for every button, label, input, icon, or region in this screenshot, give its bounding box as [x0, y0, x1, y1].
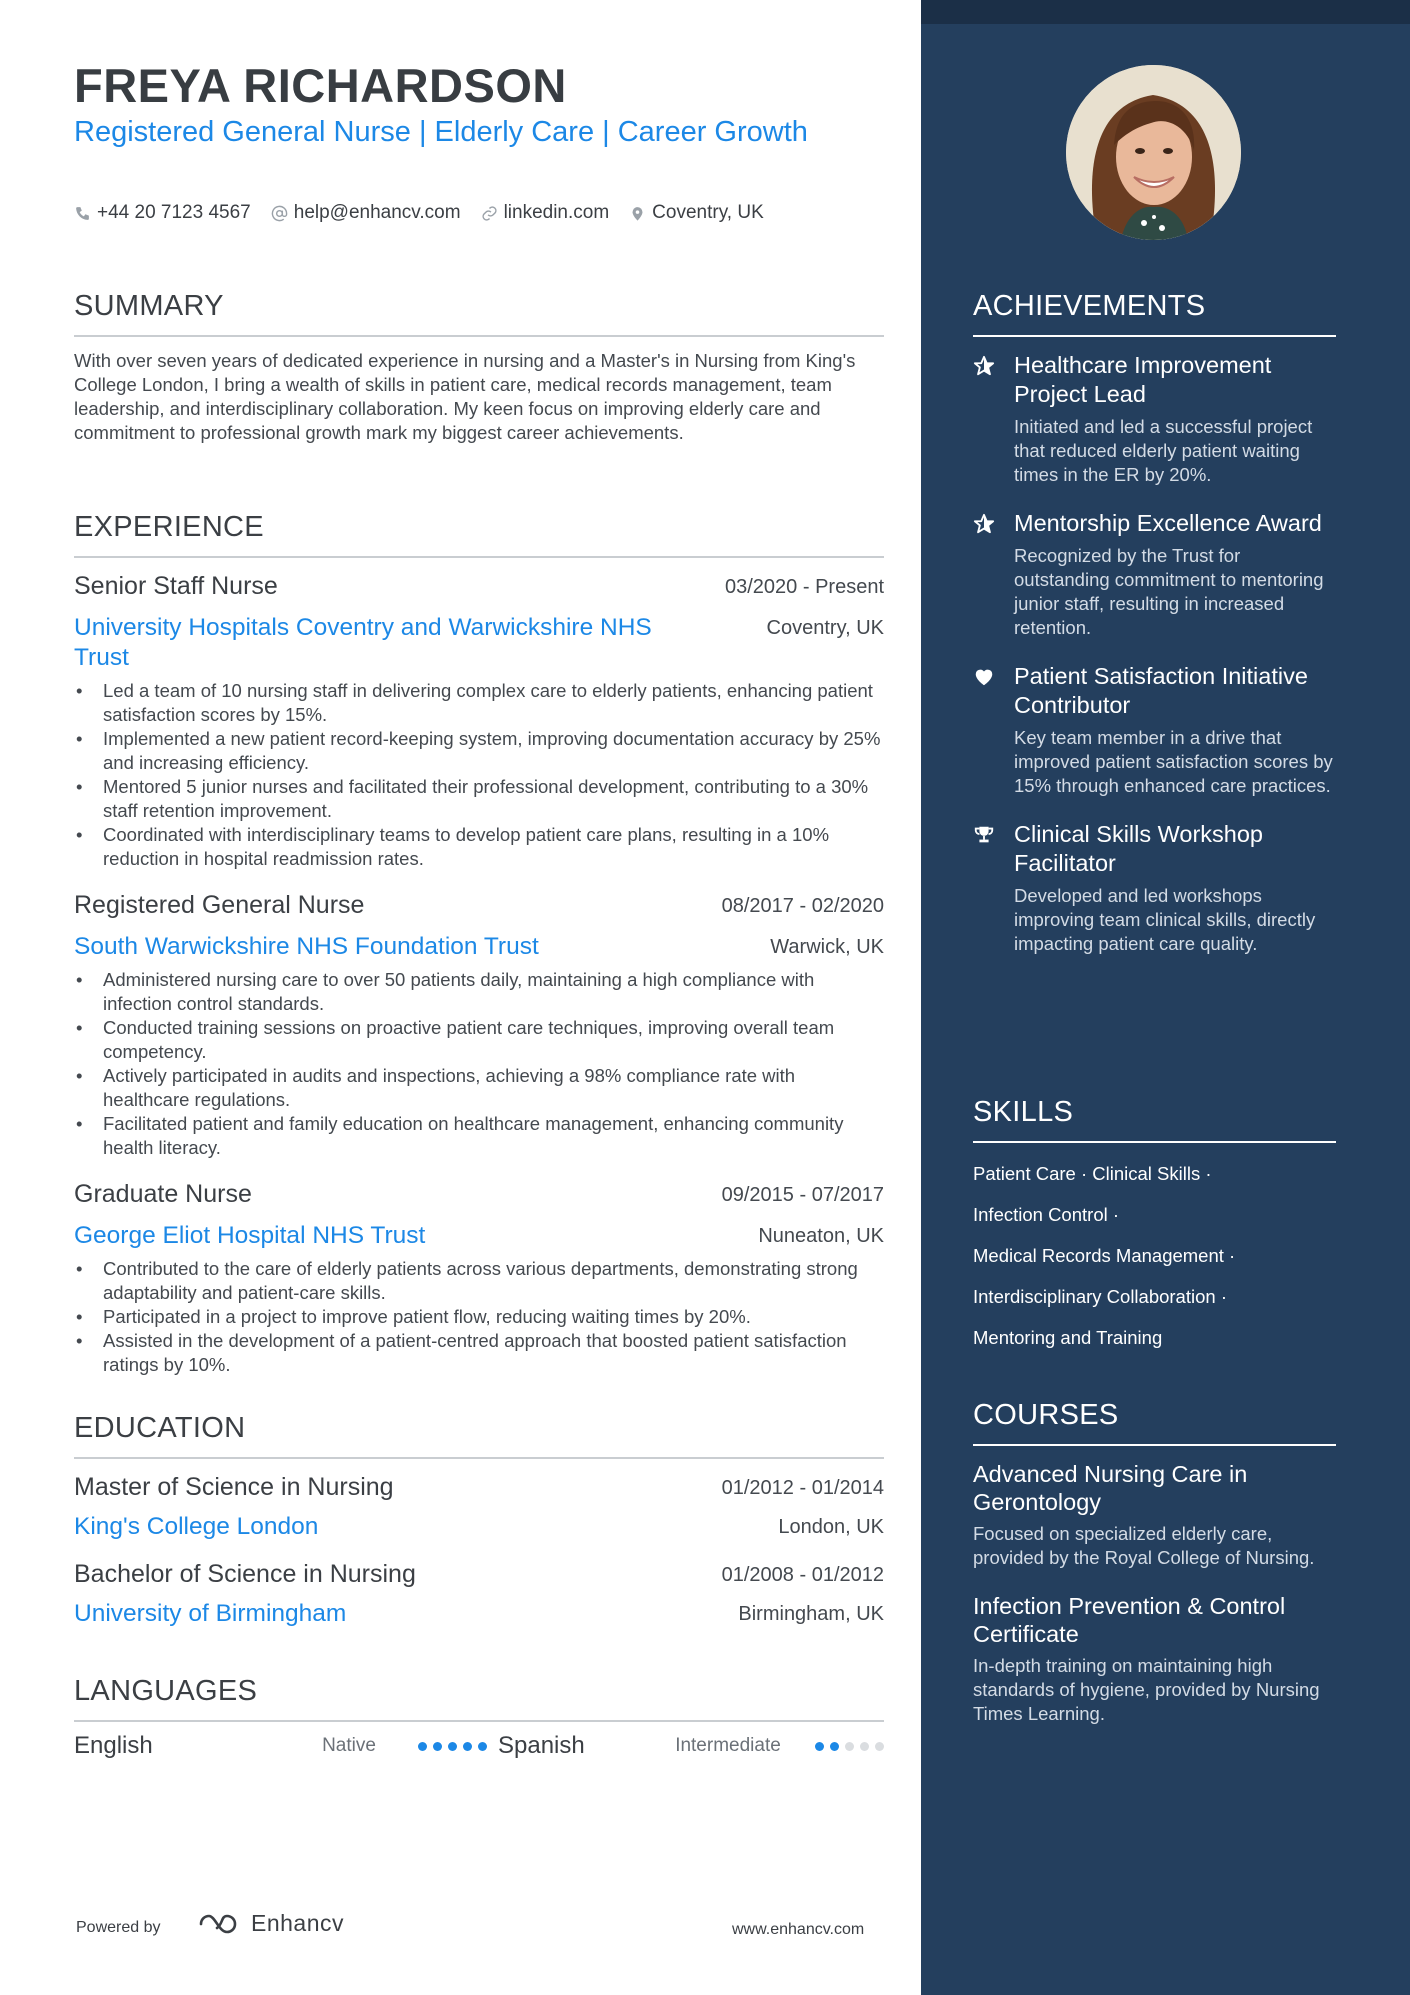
- languages-section: [74, 1675, 884, 1760]
- skill-line: Interdisciplinary Collaboration ·: [973, 1286, 1227, 1307]
- footer-logo[interactable]: [195, 1910, 344, 1937]
- rating-dot-empty: [875, 1742, 884, 1751]
- rating-dot-filled: [433, 1742, 442, 1751]
- job-bullet: • Administered nursing care to over 50 patients daily, maintaining a high compliance with infection control standards.: [74, 968, 884, 1016]
- job-bullets: [74, 968, 884, 1160]
- courses-section: [973, 1399, 1336, 1726]
- achievement-desc: Initiated and led a successful project that reduced elderly patient waiting times in the ER by 20%.: [1014, 416, 1313, 485]
- candidate-name: FREYA RICHARDSON: [74, 59, 567, 112]
- job-bullet: • Coordinated with interdisciplinary teams to develop patient care plans, resulting in a 10% reduction in hospital readmission rates.: [74, 823, 884, 871]
- course-desc: In-depth training on maintaining high standards of hygiene, provided by Nursing Times Learning.: [973, 1655, 1320, 1724]
- job-company: South Warwickshire NHS Foundation Trust: [74, 933, 539, 960]
- job-entry: [74, 572, 884, 871]
- star-icon: [973, 355, 995, 377]
- heart-icon: [973, 666, 995, 688]
- language-level: Intermediate: [675, 1735, 781, 1756]
- course-desc: Focused on specialized elderly care, provided by the Royal College of Nursing.: [973, 1523, 1315, 1568]
- job-bullets: [74, 1257, 884, 1377]
- location-icon: [629, 205, 646, 222]
- job-role: Registered General Nurse: [74, 891, 365, 919]
- job-entry: [74, 891, 884, 1160]
- job-location: Warwick, UK: [770, 936, 884, 958]
- courses-title: COURSES: [973, 1399, 1336, 1446]
- rating-dot-filled: [478, 1742, 487, 1751]
- rating-dot-empty: [860, 1742, 869, 1751]
- achievements-title: ACHIEVEMENTS: [973, 290, 1336, 337]
- achievement-title: Clinical Skills Workshop Facilitator: [1014, 821, 1263, 876]
- course-title: Infection Prevention & Control Certificate: [973, 1593, 1286, 1647]
- achievement-item: [973, 662, 1336, 798]
- language-item: [74, 1732, 498, 1760]
- job-bullet: • Led a team of 10 nursing staff in delivering complex care to elderly patients, enhancing patient satisfaction scores by 15%.: [74, 679, 884, 727]
- rating-dot-filled: [448, 1742, 457, 1751]
- experience-title: EXPERIENCE: [74, 511, 884, 558]
- at-icon: [271, 205, 288, 222]
- achievement-desc: Developed and led workshops improving team clinical skills, directly impacting patient care quality.: [1014, 885, 1316, 954]
- course-item: [973, 1460, 1336, 1570]
- education-school: University of Birmingham: [74, 1600, 347, 1627]
- contact-phone[interactable]: [74, 202, 251, 224]
- rating-dot-filled: [815, 1742, 824, 1751]
- skill-line: Infection Control ·: [973, 1204, 1120, 1225]
- education-degree: Bachelor of Science in Nursing: [74, 1560, 416, 1588]
- rating-dot-empty: [845, 1742, 854, 1751]
- education-dates: 01/2008 - 01/2012: [721, 1564, 884, 1586]
- link-icon: [481, 205, 498, 222]
- education-location: Birmingham, UK: [738, 1603, 884, 1625]
- avatar: [1066, 65, 1241, 240]
- education-entry: [74, 1473, 884, 1542]
- education-entry: [74, 1560, 884, 1629]
- summary-title: SUMMARY: [74, 290, 884, 337]
- achievement-title: Healthcare Improvement Project Lead: [1014, 352, 1272, 407]
- achievements-section: [973, 290, 1336, 956]
- summary-text: With over seven years of dedicated experience in nursing and a Master's in Nursing from King's College London, I bring a wealth of skills in patient care, medical records management, team leadership, and interdisciplinary collaboration. My keen focus on improving elderly care and commitment to professional growth mark my biggest career achievements.: [74, 350, 856, 443]
- language-rating: [815, 1742, 884, 1751]
- education-degree: Master of Science in Nursing: [74, 1473, 394, 1501]
- course-title: Advanced Nursing Care in Gerontology: [973, 1461, 1248, 1515]
- language-rating: [418, 1742, 487, 1751]
- contact-email[interactable]: [271, 202, 461, 224]
- education-location: London, UK: [778, 1516, 884, 1538]
- avatar-portrait-icon: [1066, 65, 1241, 240]
- job-role: Senior Staff Nurse: [74, 572, 278, 600]
- job-bullet: • Mentored 5 junior nurses and facilitated their professional development, contributing to a 30% staff retention improvement.: [74, 775, 884, 823]
- contact-location: [629, 202, 764, 224]
- skills-title: SKILLS: [973, 1096, 1336, 1143]
- achievement-item: [973, 351, 1336, 487]
- job-company: University Hospitals Coventry and Warwickshire NHS Trust: [74, 614, 652, 671]
- achievement-title: Patient Satisfaction Initiative Contributor: [1014, 663, 1308, 718]
- job-bullets: [74, 679, 884, 871]
- trophy-icon: [973, 824, 995, 846]
- phone-icon: [74, 205, 91, 222]
- language-item: [498, 1732, 884, 1760]
- skills-section: [973, 1096, 1336, 1358]
- skill-line: Mentoring and Training: [973, 1327, 1163, 1348]
- job-dates: 08/2017 - 02/2020: [721, 895, 884, 917]
- language-name: English: [74, 1732, 153, 1759]
- rating-dot-filled: [463, 1742, 472, 1751]
- job-location: Nuneaton, UK: [758, 1225, 884, 1247]
- job-role: Graduate Nurse: [74, 1180, 252, 1208]
- achievement-desc: Recognized by the Trust for outstanding commitment to mentoring junior staff, resulting in increased retention.: [1014, 545, 1324, 638]
- summary-section: [74, 290, 884, 445]
- rating-dot-filled: [418, 1742, 427, 1751]
- achievement-item: [973, 509, 1336, 640]
- contact-linkedin-text: linkedin.com: [503, 202, 610, 223]
- language-name: Spanish: [498, 1732, 585, 1759]
- education-school: King's College London: [74, 1513, 319, 1540]
- languages-title: LANGUAGES: [74, 1675, 884, 1722]
- footer-powered-by: Powered by: [76, 1919, 161, 1936]
- skills-list: [973, 1153, 1336, 1358]
- footer-brand: Enhancv: [251, 1910, 345, 1936]
- footer-url[interactable]: www.enhancv.com: [732, 1921, 865, 1938]
- enhancv-logo-icon: [195, 1911, 243, 1937]
- job-location: Coventry, UK: [766, 617, 884, 639]
- education-title: EDUCATION: [74, 1412, 884, 1459]
- job-bullet: • Contributed to the care of elderly patients across various departments, demonstrating strong adaptability and patient-care skills.: [74, 1257, 884, 1305]
- education-section: [74, 1412, 884, 1629]
- job-company: George Eliot Hospital NHS Trust: [74, 1222, 426, 1249]
- job-entry: [74, 1180, 884, 1377]
- achievement-title: Mentorship Excellence Award: [1014, 510, 1322, 536]
- contact-location-text: Coventry, UK: [652, 202, 764, 223]
- skill-line: Patient Care · Clinical Skills ·: [973, 1163, 1212, 1184]
- job-dates: 03/2020 - Present: [725, 576, 884, 598]
- skill-line: Medical Records Management ·: [973, 1245, 1236, 1266]
- job-bullet: • Participated in a project to improve patient flow, reducing waiting times by 20%.: [74, 1305, 884, 1329]
- job-bullet: • Facilitated patient and family education on healthcare management, enhancing community health literacy.: [74, 1112, 884, 1160]
- job-bullet: • Implemented a new patient record-keeping system, improving documentation accuracy by 25% and increasing efficiency.: [74, 727, 884, 775]
- job-bullet: • Conducted training sessions on proactive patient care techniques, improving overall team competency.: [74, 1016, 884, 1064]
- contact-linkedin[interactable]: [481, 202, 610, 224]
- job-dates: 09/2015 - 07/2017: [721, 1184, 884, 1206]
- star-icon: [973, 513, 995, 535]
- achievement-item: [973, 820, 1336, 956]
- contact-bar: [74, 202, 764, 224]
- language-level: Native: [322, 1735, 376, 1756]
- contact-email-text: help@enhancv.com: [293, 202, 461, 223]
- course-item: [973, 1592, 1336, 1726]
- education-dates: 01/2012 - 01/2014: [721, 1477, 884, 1499]
- rating-dot-filled: [830, 1742, 839, 1751]
- achievement-desc: Key team member in a drive that improved patient satisfaction scores by 15% through enhanced care practices.: [1014, 727, 1333, 796]
- contact-phone-text: +44 20 7123 4567: [97, 202, 251, 223]
- job-bullet: • Actively participated in audits and inspections, achieving a 98% compliance rate with healthcare regulations.: [74, 1064, 884, 1112]
- headline: Registered General Nurse | Elderly Care | Career Growth: [74, 116, 808, 148]
- job-bullet: • Assisted in the development of a patient-centred approach that boosted patient satisfaction ratings by 10%.: [74, 1329, 884, 1377]
- experience-section: [74, 511, 884, 1377]
